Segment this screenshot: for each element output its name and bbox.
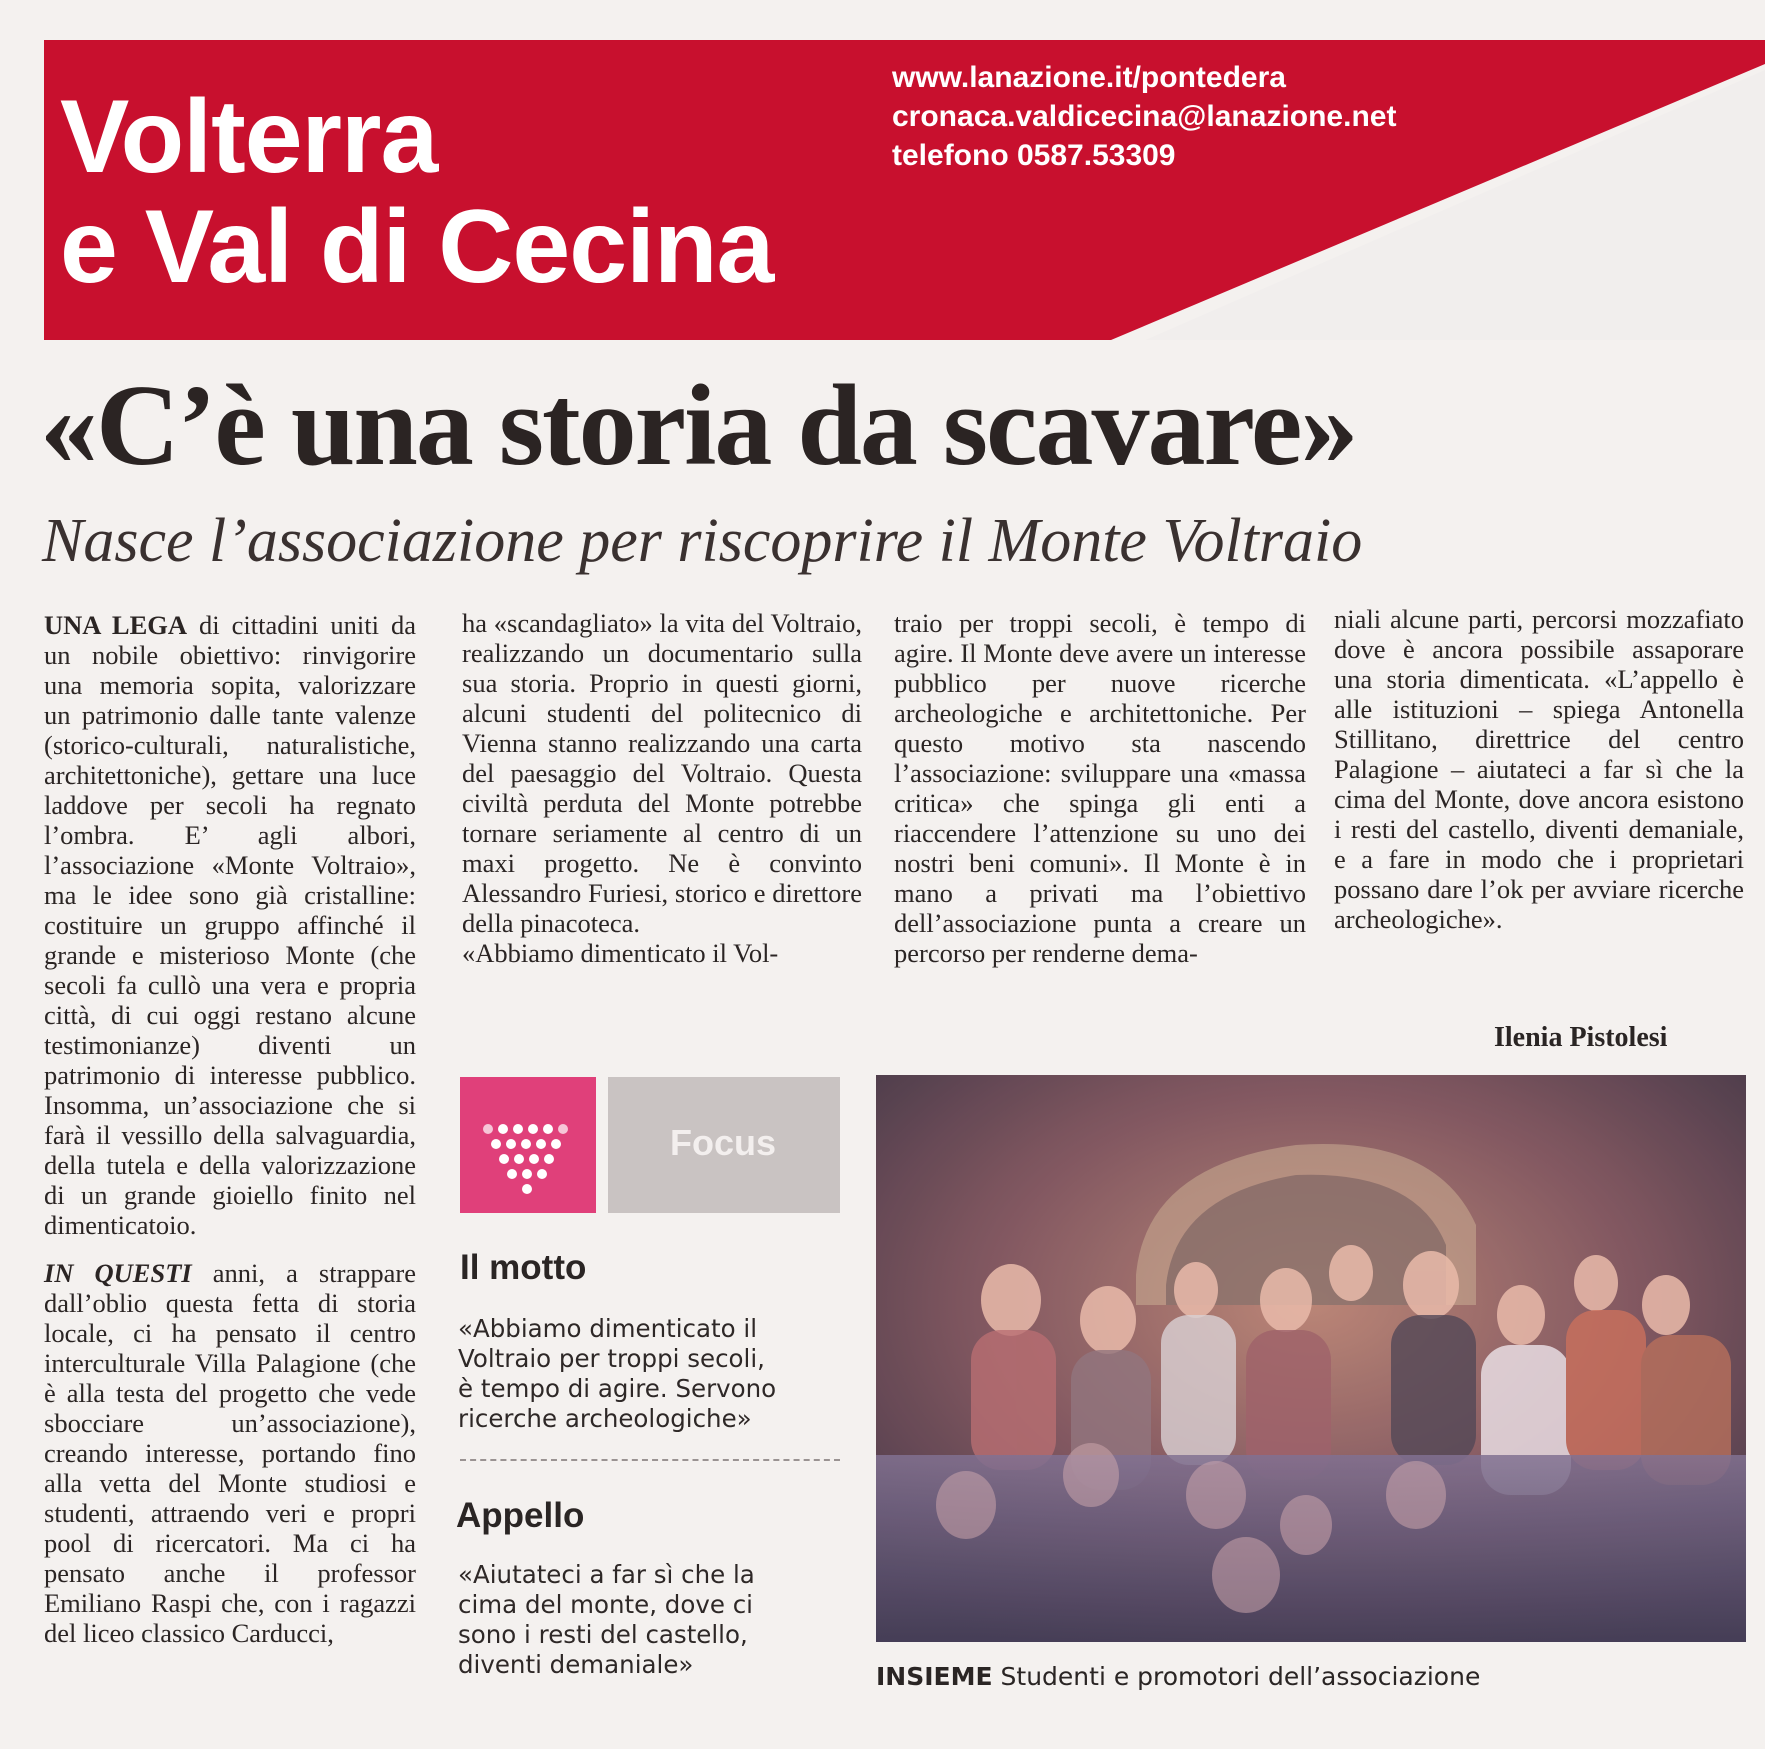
paragraph-lead: UNA LEGA bbox=[44, 610, 188, 640]
focus-label: Focus bbox=[670, 1122, 777, 1163]
group-photo-image bbox=[876, 1075, 1746, 1642]
article-column-4 bbox=[1334, 604, 1744, 934]
paragraph-text: anni, a strappare dall’oblio questa fetta di storia locale, ci ha pensato il centro interculturale Villa Palagione (che è alla testa del progetto che vede sbocciare un’associazione), creando interesse, portando fino alla vetta del Monte studiosi e studenti, attraendo veri e propri pool di ricercatori. Ma ci ha pensato anche il professor Emiliano Raspi che, con i ragazzi del liceo classico Carducci, bbox=[44, 1258, 417, 1648]
author-byline: Ilenia Pistolesi bbox=[1494, 1022, 1668, 1053]
appeal-quote bbox=[458, 1560, 755, 1680]
caption-lead: INSIEME bbox=[876, 1662, 993, 1691]
phone-number: telefono 0587.53309 bbox=[892, 139, 1176, 172]
article-headline: «C’è una storia da scavare» bbox=[40, 362, 1357, 490]
focus-dots-icon bbox=[460, 1077, 596, 1213]
section-contacts bbox=[892, 58, 1396, 175]
paragraph bbox=[44, 1258, 416, 1648]
quote-line: cima del monte, dove ci bbox=[458, 1590, 753, 1619]
article-column-2 bbox=[462, 608, 862, 968]
caption-text: Studenti e promotori dell’associazione bbox=[992, 1662, 1481, 1691]
section-title-line1: Volterra bbox=[60, 79, 438, 195]
appeal-title: Appello bbox=[456, 1496, 585, 1535]
quote-line: ricerche archeologiche» bbox=[458, 1404, 752, 1433]
paragraph bbox=[44, 610, 416, 1240]
paragraph-text: niali alcune parti, percorsi mozzafiato dove è ancora possibile assaporare una storia dimenticata. «L’appello è alle istituzioni – spiega Antonella Stillitano, direttrice del centro Palagione – aiutateci a far sì che la cima del Monte, dove ancora esistono i resti del castello, diventi demaniale, e a fare in modo che i proprietari possano dare l’ok per avviare ricerche archeologiche». bbox=[1334, 604, 1744, 934]
motto-quote bbox=[458, 1314, 776, 1434]
dots-triangle-icon bbox=[460, 1077, 596, 1213]
website-link[interactable]: www.lanazione.it/pontedera bbox=[892, 61, 1286, 94]
photo-caption bbox=[876, 1662, 1480, 1691]
section-title-line2: e Val di Cecina bbox=[60, 189, 774, 305]
article-column-3 bbox=[894, 608, 1306, 968]
paragraph-text: «Abbiamo dimenticato il Vol- bbox=[462, 938, 779, 968]
focus-divider bbox=[460, 1459, 840, 1461]
article-column-1 bbox=[44, 610, 416, 1648]
paragraph-lead: IN QUESTI bbox=[44, 1258, 192, 1288]
paragraph-text: traio per troppi secoli, è tempo di agire. Il Monte deve avere un interesse pubblico per nuove ricerche archeologiche e architettoniche. Per questo motivo sta nascendo l’associazione: sviluppare una «massa critica» che spinga gli enti a riaccendere l’attenzione su uno dei nostri beni comuni». Il Monte è in mano a privati ma l’obiettivo dell’associazione punta a creare un percorso per renderne dema- bbox=[894, 608, 1306, 968]
quote-line: diventi demaniale» bbox=[458, 1650, 694, 1679]
paragraph-text: di cittadini uniti da un nobile obiettivo: rinvigorire una memoria sopita, valorizzare un patrimonio dalle tante valenze (storico-culturali, naturalistiche, architettoniche), gettare una luce laddove per secoli ha regnato l’ombra. E’ agli albori, l’associazione «Monte Voltraio», ma le idee sono già cristalline: costituire un gruppo affinché il grande e misterioso Monte (che secoli fa cullò una vera e propria città, di cui oggi restano alcune testimonianze) diventi un patrimonio di interesse pubblico. Insomma, un’associazione che si farà il vessillo della salvaguardia, della tutela e della valorizzazione di un grande gioiello finito nel dimenticatoio. bbox=[44, 610, 416, 1240]
paragraph-text: ha «scandagliato» la vita del Voltraio, realizzando un documentario sulla sua storia. Proprio in questi giorni, alcuni studenti del politecnico di Vienna stanno realizzando una carta del paesaggio del Voltraio. Questa civiltà perduta del Monte potrebbe tornare seriamente al centro di un maxi progetto. Ne è convinto Alessandro Furiesi, storico e direttore della pinacoteca. bbox=[462, 608, 862, 938]
group-photo bbox=[876, 1075, 1746, 1642]
email-link[interactable]: cronaca.valdicecina@lanazione.net bbox=[892, 100, 1397, 133]
motto-title: Il motto bbox=[460, 1248, 587, 1287]
quote-line: «Abbiamo dimenticato il bbox=[458, 1314, 758, 1343]
quote-line: Voltraio per troppi secoli, bbox=[458, 1344, 765, 1373]
quote-line: «Aiutateci a far sì che la bbox=[458, 1560, 755, 1589]
article-subheadline: Nasce l’associazione per riscoprire il Monte Voltraio bbox=[42, 507, 1363, 575]
quote-line: sono i resti del castello, bbox=[458, 1620, 748, 1649]
section-title bbox=[60, 79, 774, 305]
quote-line: è tempo di agire. Servono bbox=[458, 1374, 777, 1403]
